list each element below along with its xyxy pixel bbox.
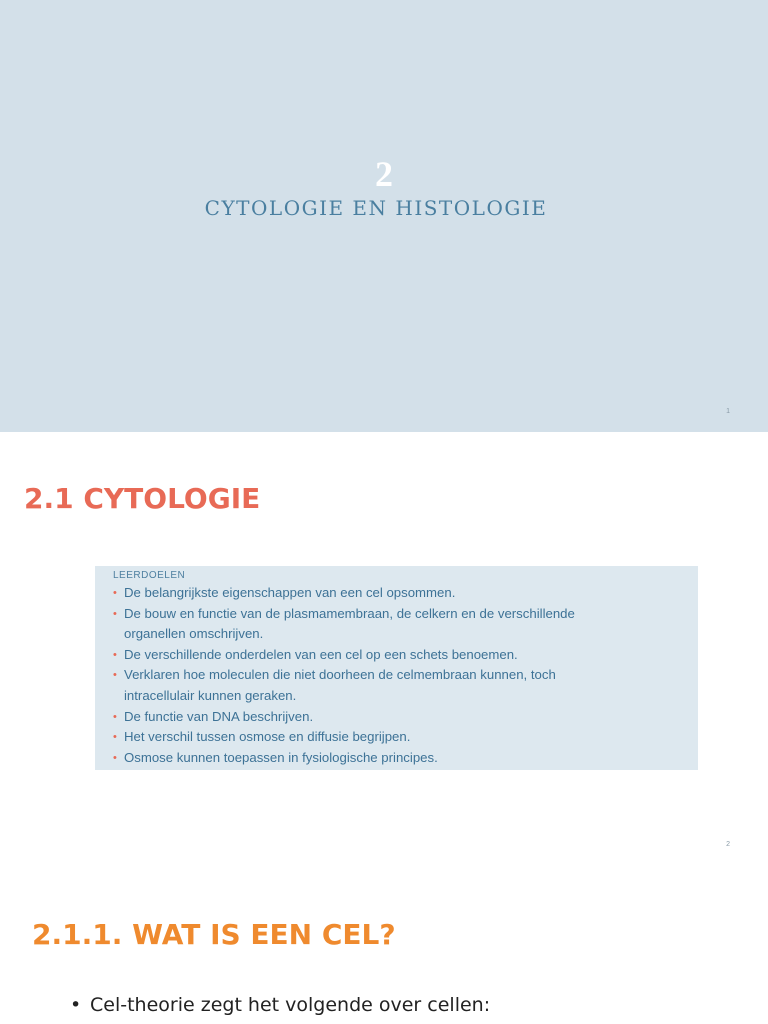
bullet-icon: •	[113, 710, 117, 723]
goal-text: intracellulair kunnen geraken.	[124, 687, 297, 703]
chapter-title: CYTOLOGIE EN HISTOLOGIE	[204, 196, 548, 220]
bullet-icon: •	[113, 669, 117, 682]
bullet-icon: •	[113, 648, 117, 661]
subsection-title: 2.1.1. WAT IS EEN CEL?	[32, 918, 396, 951]
goal-text: Het verschil tussen osmose en diffusie begrijpen.	[124, 729, 411, 745]
cytology-slide	[0, 432, 768, 864]
section-title: 2.1 CYTOLOGIE	[24, 482, 261, 515]
bullet-icon: •	[113, 751, 117, 764]
goal-item	[113, 707, 684, 728]
goal-item	[113, 645, 684, 666]
goal-text: De bouw en functie van de plasmamembraan, de celkern en de verschillende	[124, 605, 575, 621]
goal-item	[113, 748, 684, 769]
goal-item	[113, 604, 684, 645]
chapter-number: 2	[375, 154, 393, 194]
goal-text: De functie van DNA beschrijven.	[124, 708, 314, 724]
goal-text: De verschillende onderdelen van een cel op een schets benoemen.	[124, 646, 518, 662]
page-number: 2	[726, 841, 730, 848]
goal-item	[113, 727, 684, 748]
bullet-icon: •	[113, 607, 117, 620]
title-slide	[0, 0, 768, 432]
goal-text: De belangrijkste eigenschappen van een cel opsommen.	[124, 585, 456, 600]
goal-text: Verklaren hoe moleculen die niet doorheen de celmembraan kunnen, toch	[124, 667, 556, 683]
list-item	[70, 994, 490, 1016]
goals-list	[113, 583, 684, 768]
goal-item	[113, 665, 684, 706]
goal-item	[113, 583, 684, 604]
bullet-icon: •	[113, 587, 117, 599]
learning-goals-box	[95, 566, 698, 770]
goal-text: organellen omschrijven.	[124, 626, 264, 642]
bullet-icon: •	[70, 994, 82, 1016]
bullet-icon: •	[113, 731, 117, 744]
cell-slide	[0, 864, 768, 1024]
list-item-text: Cel-theorie zegt het volgende over cellen:	[90, 994, 491, 1016]
page-number: 1	[726, 408, 730, 415]
goal-text: Osmose kunnen toepassen in fysiologische principes.	[124, 749, 438, 765]
goals-heading: LEERDOELEN	[113, 570, 186, 581]
